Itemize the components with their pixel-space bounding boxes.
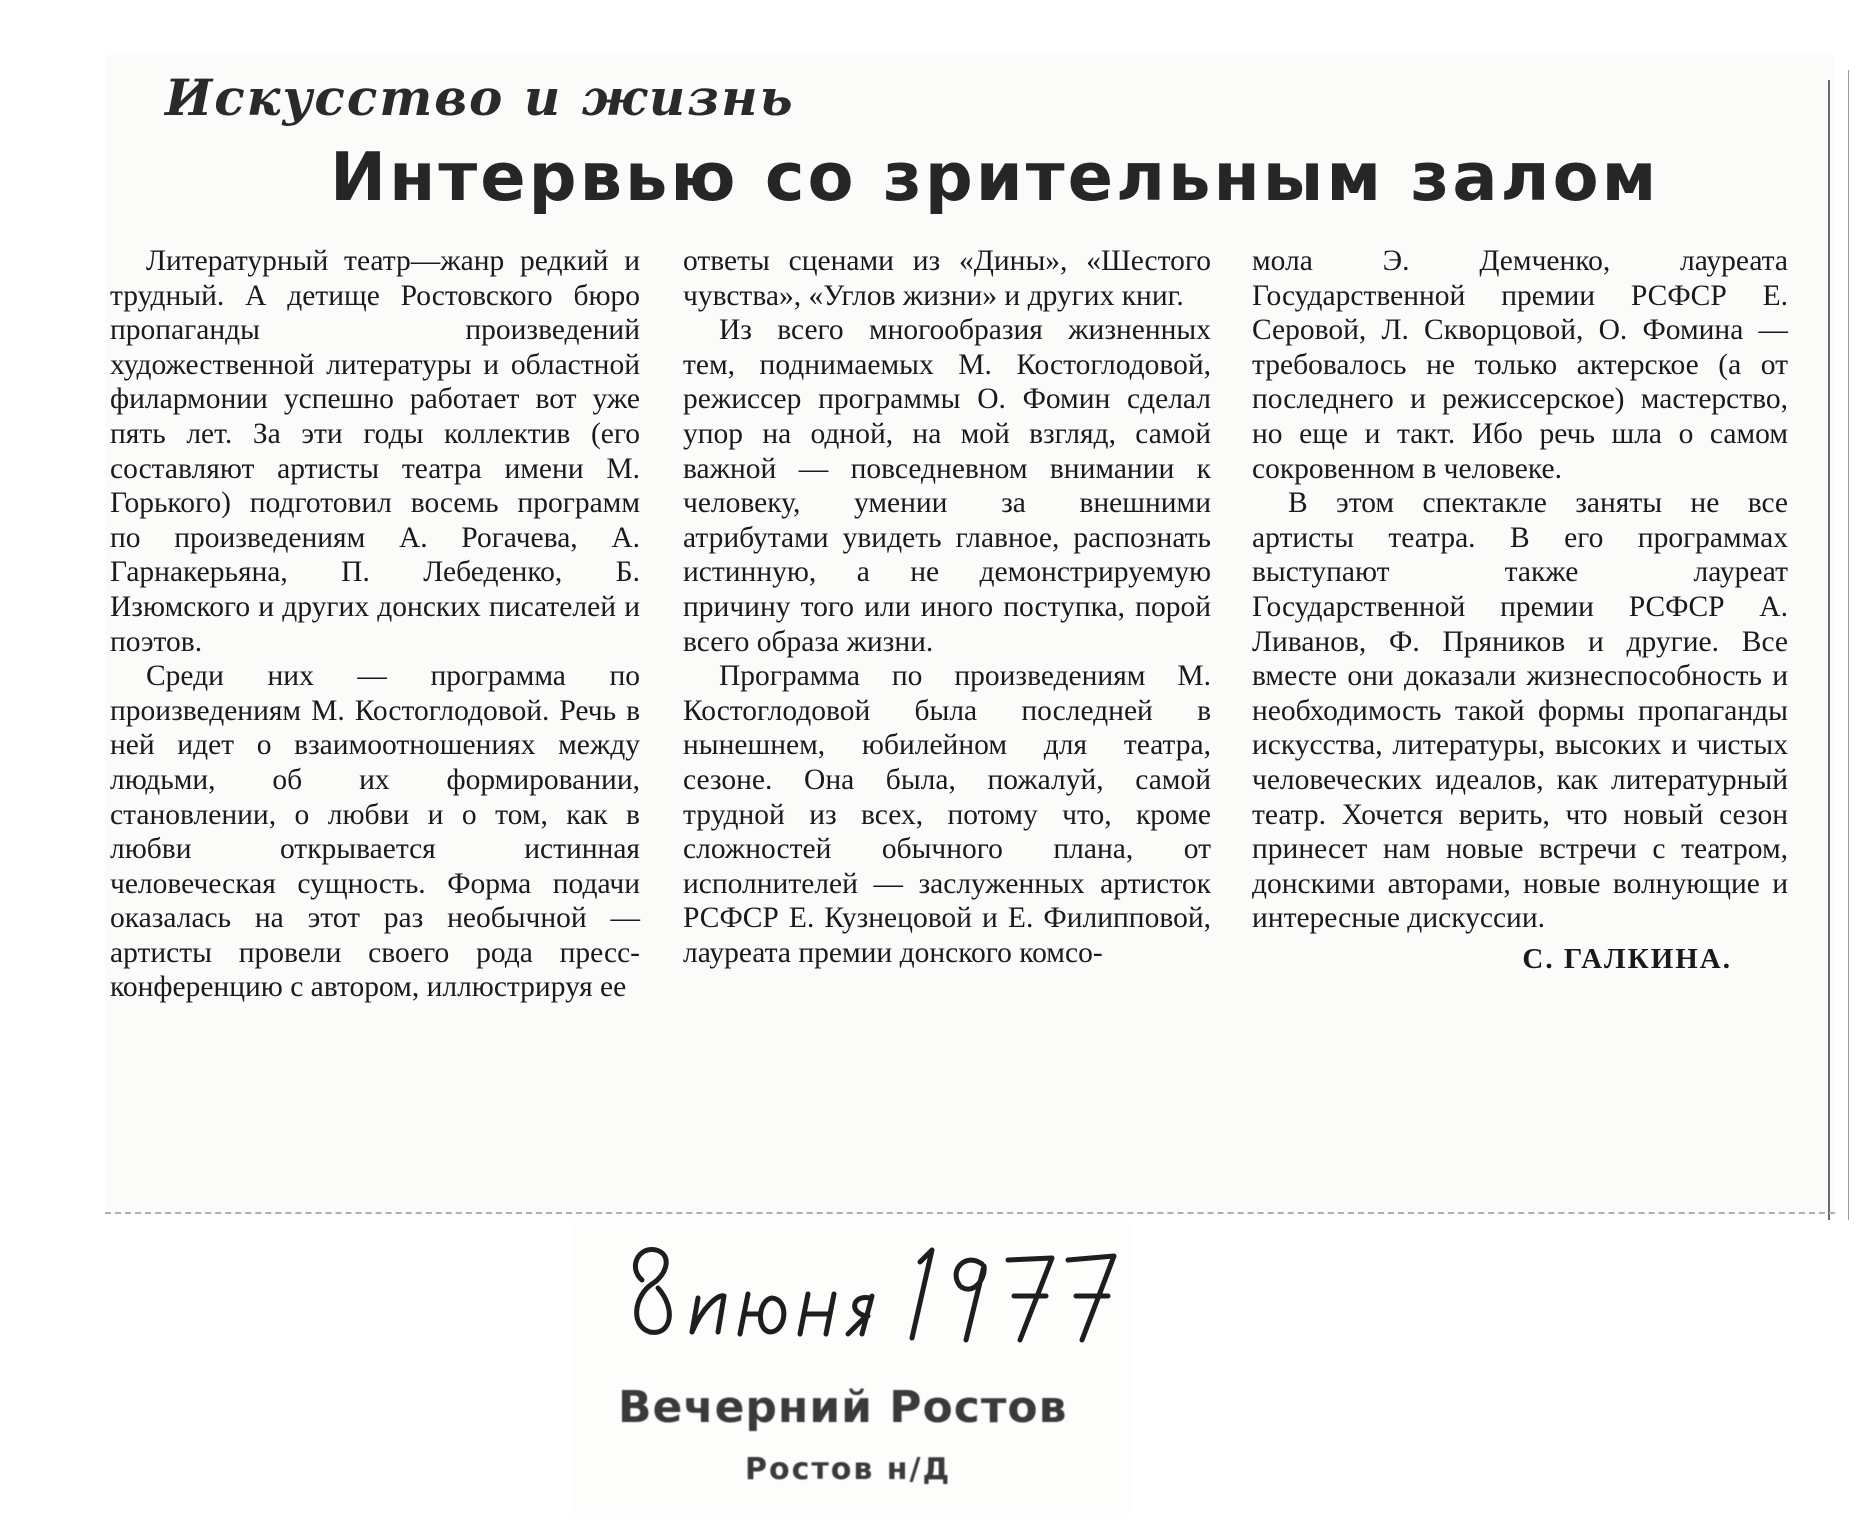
- article-column-1: [110, 244, 640, 1005]
- newspaper-name: Вечерний Ростов: [618, 1382, 1068, 1433]
- paragraph: ответы сценами из «Дины», «Шестого чувства», «Углов жизни» и других книг.: [683, 245, 1211, 312]
- paragraph: Из всего многообразия жизненных тем, поднимаемых М. Костоглодовой, режиссер программы О. Фомин сделал упор на одной, на мой взгляд, самой важной — повседневном внимании к человеку, умении за внешними атрибутами увидеть главное, распознать истинную, а не демонстрируемую причину того или иного поступка, порой всего образа жизни.: [683, 314, 1211, 658]
- paragraph: Литературный театр—жанр редкий и трудный. А детище Ростовского бюро пропаганды произведений художественной литературы и областной филармонии успешно работает вот уже пять лет. За эти годы коллектив (его составляют артисты театра имени М. Горького) подготовил восемь программ по произведениям А. Рогачева, А. Гарнакерьяна, П. Лебеденко, Б. Изюмского и других донских писателей и поэтов.: [110, 245, 640, 658]
- handwritten-date: [620, 1228, 1140, 1358]
- scan-edge-line: [1828, 80, 1830, 1220]
- clipping-edge: [105, 1212, 1835, 1217]
- paragraph: Программа по произведениям М. Костоглодовой была последней в нынешнем, юбилейном для театра, сезоне. Она была, пожалуй, самой трудной из всех, потому что, кроме сложностей обычного плана, от исполнителей — заслуженных артисток РСФСР Е. Кузнецовой и Е. Филипповой, лауреата премии донского комсо-: [683, 660, 1211, 969]
- newspaper-city: Ростов н/Д: [745, 1452, 952, 1487]
- paragraph: В этом спектакле заняты не все артисты театра. В его программах выступают также лауреат Государственной премии РСФСР А. Ливанов, Ф. Пряников и другие. Все вместе они доказали жизнеспособность и необходимость такой формы пропаганды искусства, литературы, высоких и чистых человеческих идеалов, как литературный театр. Хочется верить, что новый сезон принесет нам новые встречи с театром, донскими авторами, новые волнующие и интересные дискуссии.: [1252, 487, 1788, 935]
- paragraph: мола Э. Демченко, лауреата Государственной премии РСФСР Е. Серовой, Л. Скворцовой, О. Фомина — требовалось не только актерское (а от последнего и режиссерское) мастерство, но еще и такт. Ибо речь шла о самом сокровенном в человеке.: [1252, 245, 1788, 485]
- author-signature: С. ГАЛКИНА.: [1522, 942, 1732, 975]
- rubric-title: Искусство и жизнь: [165, 68, 795, 127]
- paragraph: Среди них — программа по произведениям М. Костоглодовой. Речь в ней идет о взаимоотношениях между людьми, об их формировании, становлении, о любви и о том, как в любви открывается истинная человеческая сущность. Форма подачи оказалась на этот раз необычной — артисты провели своего рода пресс-конференцию с автором, иллюстрируя ее: [110, 660, 640, 1004]
- article-column-3: [1252, 244, 1788, 976]
- article-column-2: [683, 244, 1211, 970]
- scan-edge-line-outer: [1848, 70, 1849, 1220]
- article-headline: Интервью со зрительным залом: [330, 138, 1660, 216]
